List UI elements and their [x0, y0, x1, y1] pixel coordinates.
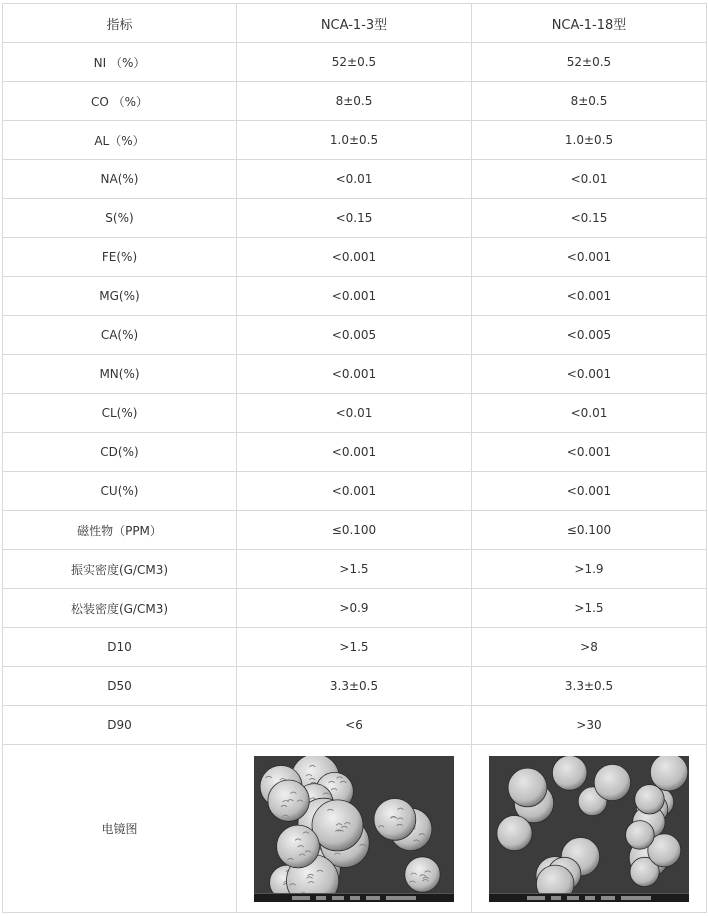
table-row	[3, 589, 707, 628]
cell-nca-1-18: 8±0.5	[472, 82, 707, 121]
row-label: D90	[3, 706, 237, 745]
row-label: CA(%)	[3, 316, 237, 355]
cell-nca-1-3: <0.01	[237, 394, 472, 433]
table-row-sem	[3, 745, 707, 913]
cell-nca-1-3: 3.3±0.5	[237, 667, 472, 706]
table-row	[3, 238, 707, 277]
table-row	[3, 628, 707, 667]
row-label: MN(%)	[3, 355, 237, 394]
cell-nca-1-3: <0.001	[237, 355, 472, 394]
cell-nca-1-3: 52±0.5	[237, 43, 472, 82]
table-row	[3, 277, 707, 316]
row-label: FE(%)	[3, 238, 237, 277]
cell-nca-1-18: <0.01	[472, 160, 707, 199]
cell-nca-1-18: 3.3±0.5	[472, 667, 707, 706]
cell-nca-1-18: <0.15	[472, 199, 707, 238]
table-row	[3, 472, 707, 511]
header-indicator: 指标	[3, 4, 237, 43]
table-row	[3, 706, 707, 745]
table-row	[3, 355, 707, 394]
row-label: CO （%）	[3, 82, 237, 121]
cell-nca-1-18: >1.5	[472, 589, 707, 628]
row-label: D50	[3, 667, 237, 706]
table-row	[3, 433, 707, 472]
cell-nca-1-18: <0.001	[472, 277, 707, 316]
sem-info-bar	[254, 893, 454, 902]
cell-nca-1-18: 52±0.5	[472, 43, 707, 82]
table-row	[3, 550, 707, 589]
cell-nca-1-18: <0.001	[472, 238, 707, 277]
header-nca-1-18: NCA-1-18型	[472, 4, 707, 43]
table-row	[3, 121, 707, 160]
cell-nca-1-3: 8±0.5	[237, 82, 472, 121]
row-label: D10	[3, 628, 237, 667]
cell-nca-1-3: <0.001	[237, 238, 472, 277]
header-nca-1-3: NCA-1-3型	[237, 4, 472, 43]
cell-nca-1-18: <0.001	[472, 433, 707, 472]
row-label: 磁性物（PPM）	[3, 511, 237, 550]
row-label: CD(%)	[3, 433, 237, 472]
table-row	[3, 316, 707, 355]
row-label: 电镜图	[3, 745, 237, 913]
row-label: MG(%)	[3, 277, 237, 316]
cell-nca-1-18: <0.01	[472, 394, 707, 433]
table-row	[3, 82, 707, 121]
cell-sem-nca-1-18	[472, 745, 707, 913]
spec-table	[2, 3, 707, 913]
row-label: S(%)	[3, 199, 237, 238]
cell-nca-1-18: ≤0.100	[472, 511, 707, 550]
table-row	[3, 394, 707, 433]
cell-nca-1-18: >8	[472, 628, 707, 667]
cell-nca-1-3: >0.9	[237, 589, 472, 628]
cell-nca-1-3: <6	[237, 706, 472, 745]
row-label: NA(%)	[3, 160, 237, 199]
cell-nca-1-3: >1.5	[237, 628, 472, 667]
cell-nca-1-3: ≤0.100	[237, 511, 472, 550]
sem-image-nca-1-18	[489, 756, 689, 902]
table-row	[3, 199, 707, 238]
row-label: CL(%)	[3, 394, 237, 433]
spec-table-body	[3, 4, 707, 913]
row-label: 振实密度(G/CM3)	[3, 550, 237, 589]
sem-info-bar	[489, 893, 689, 902]
cell-nca-1-3: <0.15	[237, 199, 472, 238]
cell-sem-nca-1-3	[237, 745, 472, 913]
table-row	[3, 160, 707, 199]
cell-nca-1-18: >1.9	[472, 550, 707, 589]
table-row	[3, 43, 707, 82]
cell-nca-1-18: <0.001	[472, 472, 707, 511]
cell-nca-1-18: >30	[472, 706, 707, 745]
cell-nca-1-3: <0.001	[237, 433, 472, 472]
cell-nca-1-18: 1.0±0.5	[472, 121, 707, 160]
table-row	[3, 667, 707, 706]
row-label: AL（%）	[3, 121, 237, 160]
row-label: CU(%)	[3, 472, 237, 511]
cell-nca-1-3: <0.001	[237, 277, 472, 316]
cell-nca-1-18: <0.001	[472, 355, 707, 394]
row-label: 松装密度(G/CM3)	[3, 589, 237, 628]
row-label: NI （%）	[3, 43, 237, 82]
cell-nca-1-3: <0.01	[237, 160, 472, 199]
cell-nca-1-3: <0.001	[237, 472, 472, 511]
sem-image-nca-1-3	[254, 756, 454, 902]
cell-nca-1-18: <0.005	[472, 316, 707, 355]
cell-nca-1-3: >1.5	[237, 550, 472, 589]
cell-nca-1-3: 1.0±0.5	[237, 121, 472, 160]
table-header-row	[3, 4, 707, 43]
table-row	[3, 511, 707, 550]
cell-nca-1-3: <0.005	[237, 316, 472, 355]
